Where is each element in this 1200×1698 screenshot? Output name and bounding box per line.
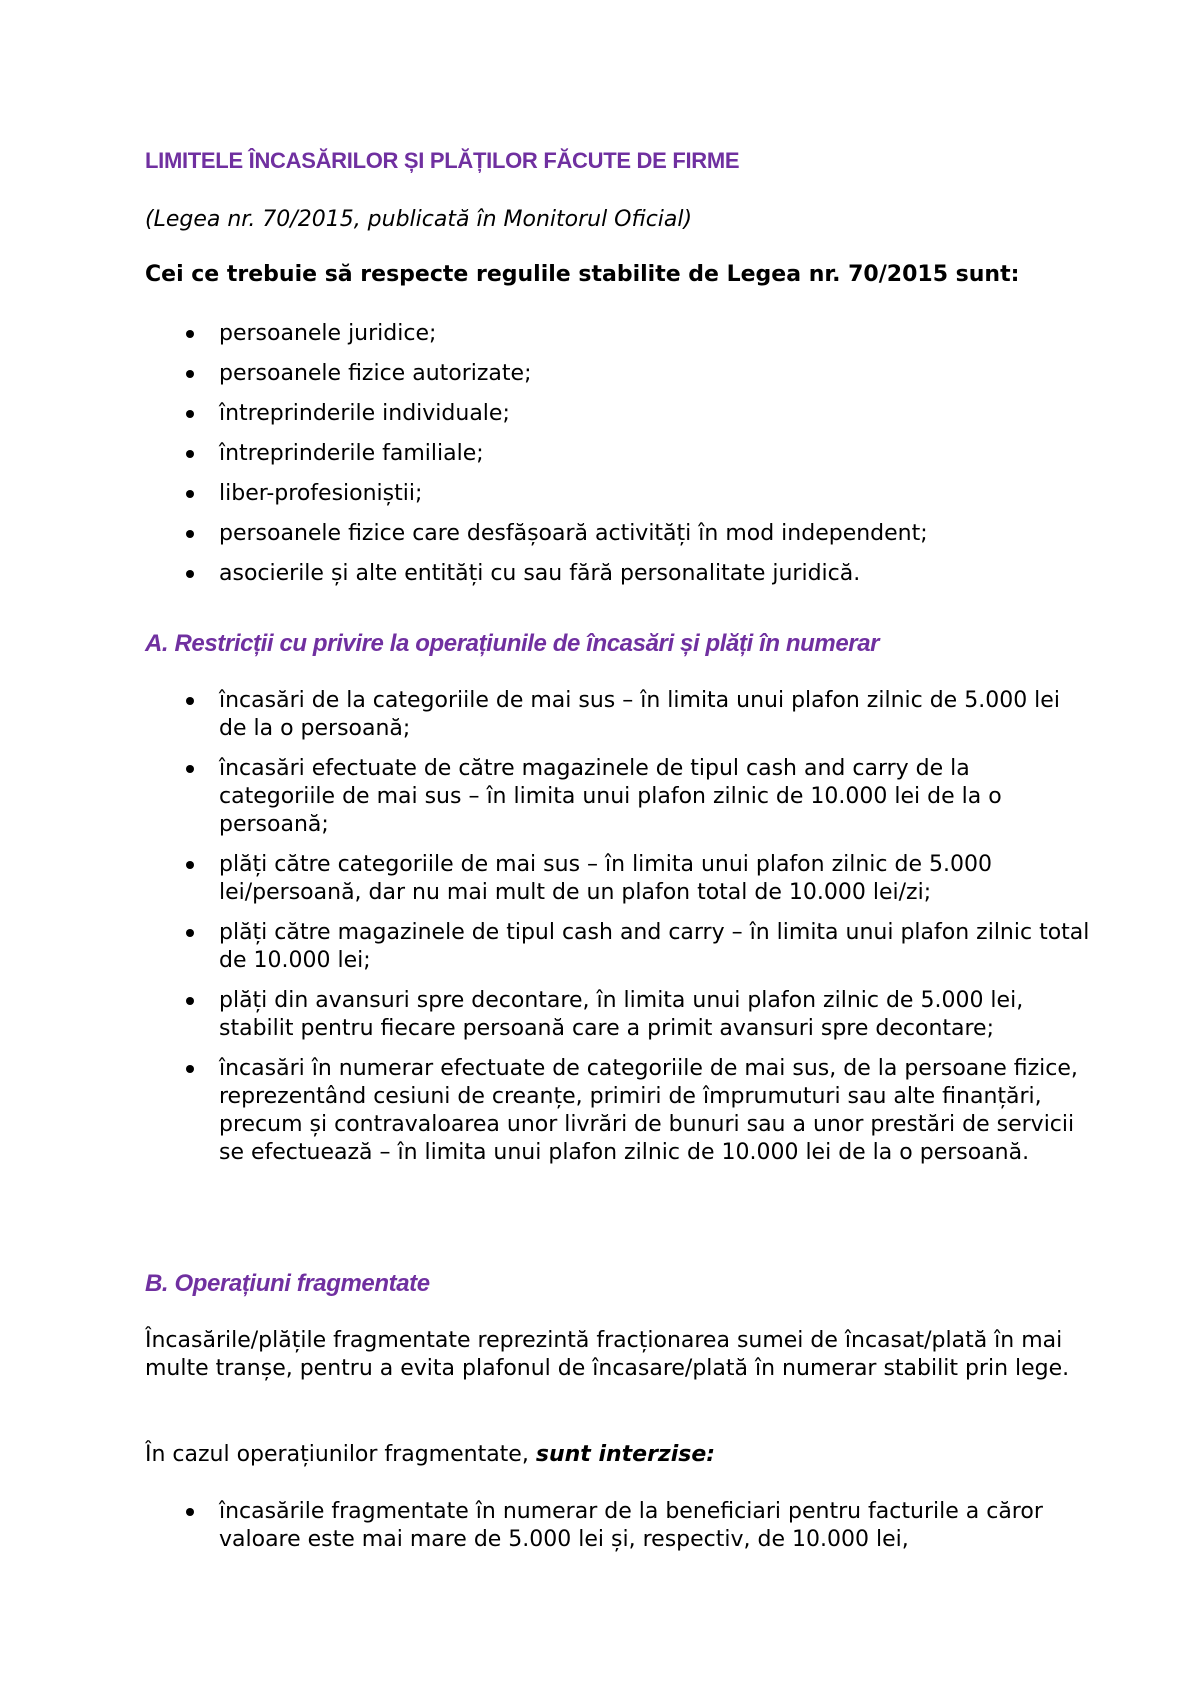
section-a-heading: A. Restricții cu privire la operațiunile de încasări și plăți în numerar [145, 630, 880, 657]
list-item: plăți către magazinele de tipul cash and carry – în limita unui plafon zilnic total de 10.000 lei; [145, 919, 1090, 975]
list-item: plăți către categoriile de mai sus – în limita unui plafon zilnic de 5.000 lei/persoană, dar nu mai mult de un plafon total de 10.000 lei/zi; [145, 851, 1090, 907]
document-subtitle: (Legea nr. 70/2015, publicată în Monitorul Oficial) [145, 207, 693, 232]
list-item: întreprinderile individuale; [145, 400, 1090, 428]
entities-list [145, 320, 1090, 600]
prohibited-intro-paragraph [145, 1441, 1090, 1469]
section-b-heading: B. Operațiuni fragmentate [145, 1270, 430, 1297]
list-item: încasări în numerar efectuate de categoriile de mai sus, de la persoane fizice, reprezentând cesiuni de creanțe, primiri de împrumuturi sau alte finanțări, precum și contravaloarea unor livrări de bunuri sau a unor prestări de servicii se efectuează – în limita unui plafon zilnic de 10.000 lei de la o persoană. [145, 1055, 1090, 1167]
section-a-list [145, 687, 1090, 1179]
prohibited-intro-text: În cazul operațiunilor fragmentate, [145, 1442, 536, 1467]
list-item: încasările fragmentate în numerar de la beneficiari pentru facturile a căror valoare este mai mare de 5.000 lei și, respectiv, de 10.000 lei, [145, 1498, 1090, 1554]
list-item: liber-profesioniștii; [145, 480, 1090, 508]
section-b-paragraph: Încasările/plățile fragmentate reprezintă fracționarea sumei de încasat/plată în mai multe tranșe, pentru a evita plafonul de încasare/plată în numerar stabilit prin lege. [145, 1328, 1070, 1381]
list-item: persoanele fizice autorizate; [145, 360, 1090, 388]
list-item: încasări de la categoriile de mai sus – în limita unui plafon zilnic de 5.000 lei de la o persoană; [145, 687, 1090, 743]
list-item: plăți din avansuri spre decontare, în limita unui plafon zilnic de 5.000 lei, stabilit pentru fiecare persoană care a primit avansuri spre decontare; [145, 987, 1090, 1043]
prohibited-emphasis: sunt interzise: [535, 1442, 716, 1467]
list-item: încasări efectuate de către magazinele de tipul cash and carry de la categoriile de mai sus – în limita unui plafon zilnic de 10.000 lei de la o persoană; [145, 755, 1090, 839]
section-b-list [145, 1498, 1090, 1554]
document-title: LIMITELE ÎNCASĂRILOR ȘI PLĂȚILOR FĂCUTE DE FIRME [145, 148, 740, 173]
list-item: persoanele fizice care desfășoară activități în mod independent; [145, 520, 1090, 548]
list-item: persoanele juridice; [145, 320, 1090, 348]
list-item: întreprinderile familiale; [145, 440, 1090, 468]
list-item: asocierile și alte entități cu sau fără personalitate juridică. [145, 560, 1090, 588]
intro-paragraph: Cei ce trebuie să respecte regulile stabilite de Legea nr. 70/2015 sunt: [145, 262, 1020, 287]
